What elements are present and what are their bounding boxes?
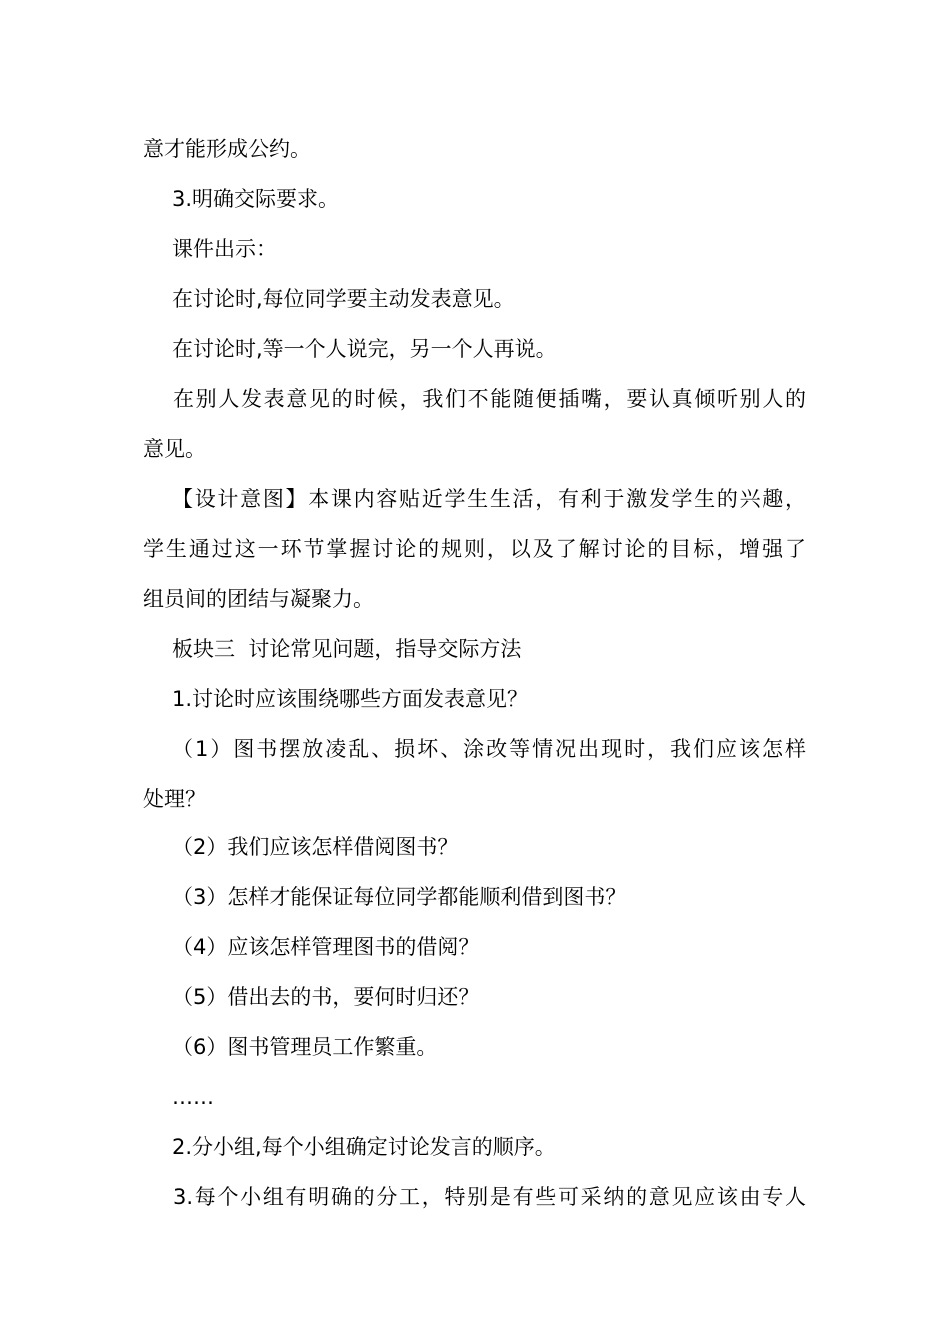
text-line: 1.讨论时应该围绕哪些方面发表意见？ bbox=[172, 687, 529, 711]
text-line: 【设计意图】本课内容贴近学生生活，有利于激发学生的兴趣， bbox=[172, 487, 806, 511]
text-line: 处理？ bbox=[143, 787, 206, 811]
section-heading: 板块三 讨论常见问题，指导交际方法 bbox=[172, 637, 522, 661]
text-line: …… bbox=[172, 1085, 214, 1109]
text-line: 意才能形成公约。 bbox=[143, 137, 311, 161]
text-line: 2.分小组,每个小组确定讨论发言的顺序。 bbox=[172, 1135, 556, 1159]
text-line: （1）图书摆放凌乱、损坏、涂改等情况出现时，我们应该怎样 bbox=[172, 737, 806, 761]
text-line: 3.每个小组有明确的分工，特别是有些可采纳的意见应该由专人 bbox=[173, 1185, 806, 1209]
text-line: 在讨论时,等一个人说完，另一个人再说。 bbox=[172, 337, 557, 361]
text-line: （2）我们应该怎样借阅图书？ bbox=[172, 835, 459, 859]
text-line: 意见。 bbox=[143, 437, 206, 461]
text-line: （5）借出去的书，要何时归还？ bbox=[172, 985, 480, 1009]
text-line: 在别人发表意见的时候，我们不能随便插嘴，要认真倾听别人的 bbox=[173, 387, 806, 411]
text-line: 组员间的团结与凝聚力。 bbox=[143, 587, 374, 611]
text-line: （3）怎样才能保证每位同学都能顺利借到图书？ bbox=[172, 885, 627, 909]
text-line: 3.明确交际要求。 bbox=[172, 187, 340, 211]
text-line: （4）应该怎样管理图书的借阅？ bbox=[172, 935, 480, 959]
text-line: 学生通过这一环节掌握讨论的规则，以及了解讨论的目标，增强了 bbox=[143, 537, 806, 561]
text-line: 课件出示： bbox=[172, 237, 277, 261]
text-line: 在讨论时,每位同学要主动发表意见。 bbox=[172, 287, 515, 311]
text-line: （6）图书管理员工作繁重。 bbox=[172, 1035, 438, 1059]
